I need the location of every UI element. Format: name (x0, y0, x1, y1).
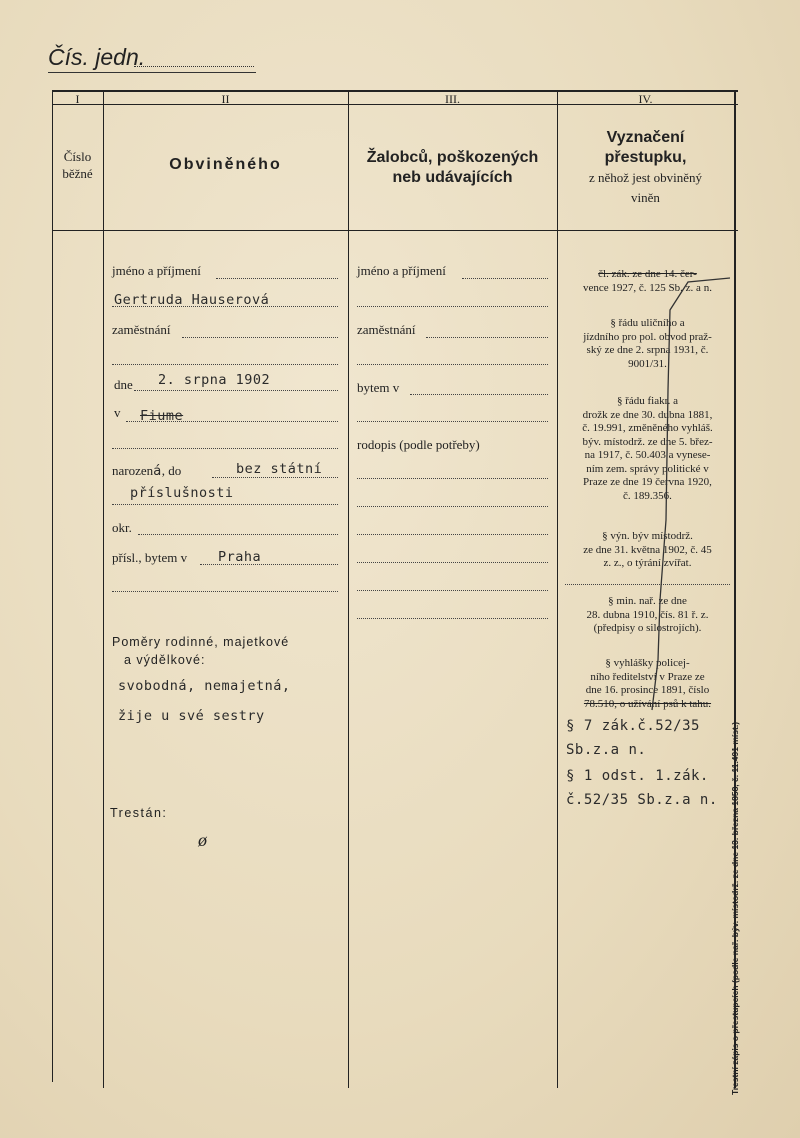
dotted-line (357, 590, 548, 591)
offence-clause-6: § vyhlášky policej- ního ředitelství v Praze ze dne 16. prosince 1891, číslo 78.510, o užívání psů k tahu. (583, 657, 712, 710)
relations-label-1: Poměry rodinné, majetkové (112, 635, 290, 649)
column-border-3 (348, 90, 349, 1088)
column-border-4 (557, 90, 558, 1088)
offence-clause-3: § řádu fiakr. a drožk ze dne 30. dubna 1881, č. 19.991, změněného vyhláš. býv. místodrž. ze dne 5. břez- na 1917, č. 50.403 a vynese- ním zem. správy politické v Praze ze dne 19 června 1920, č. 189.356. (582, 395, 713, 502)
dotted-line (357, 562, 548, 563)
record-value: ø (198, 830, 207, 850)
complainant-bio-label: rodopis (podle potřeby) (357, 437, 480, 452)
dotted-line (462, 278, 548, 279)
dotted-line (112, 364, 338, 365)
correction-pen-line (600, 270, 740, 720)
dotted-line (112, 448, 338, 449)
column-number-1: I (75, 92, 80, 106)
citizenship-value-1: bez státní (236, 461, 323, 477)
column-number-4: IV. (638, 92, 653, 106)
typed-offence-2: Sb.z.a n. (566, 742, 647, 758)
case-number-field (134, 66, 254, 67)
complainant-employment-label: zaměstnání (357, 322, 416, 337)
birth-date-value: 2. srpna 1902 (158, 372, 271, 388)
relations-label-2: a výdělkové: (124, 653, 206, 667)
accused-name-label: jméno a příjmení (112, 263, 201, 278)
birth-place-label: v (114, 405, 121, 420)
birth-date-label: dne (114, 377, 133, 392)
citizenship-value-2: příslušnosti (130, 485, 234, 501)
relations-value-2: žije u své sestry (118, 708, 265, 724)
column-number-3: III. (445, 92, 460, 106)
accused-name-value: Gertruda Hauserová (114, 292, 270, 308)
dotted-line (112, 504, 338, 505)
column-header-3: Žalobců, poškozených neb udávajících (366, 149, 539, 186)
offence-clause-4: § výn. býv místodrž. ze dne 31. května 1902, č. 45 z. z., o týrání zvířat. (583, 530, 712, 569)
complainant-residence-label: bytem v (357, 380, 400, 395)
dotted-line (112, 591, 338, 592)
dotted-line (138, 534, 338, 535)
header-bottom-border (52, 230, 738, 231)
column-header-4: Vyznačení přestupku, z něhož jest obviněný viněn (589, 129, 702, 205)
offence-clause-5: § min. nař. ze dne 28. dubna 1910, čís. 81 ř. z. (předpisy o silostrojích). (586, 595, 709, 634)
accused-employment-label: zaměstnání (112, 322, 171, 337)
case-number-label: Čís. jedn. (48, 44, 146, 70)
complainant-name-label: jméno a příjmení (357, 263, 446, 278)
dotted-line (357, 618, 548, 619)
case-number-underline (48, 72, 256, 73)
born-label: narozená, do (112, 463, 182, 479)
dotted-line (212, 477, 338, 478)
dotted-line (426, 337, 548, 338)
dotted-line (357, 478, 548, 479)
column-header-2: Obviněného (169, 156, 282, 173)
offence-clause-2: § řádu uličního a jízdního pro pol. obvod praž- ský ze dne 2. srpna 1931, č. 9001/31. (583, 317, 712, 370)
dotted-line (410, 394, 548, 395)
domicile-value: Praha (218, 549, 262, 565)
record-label: Trestán: (110, 806, 168, 820)
relations-value-1: svobodná, nemajetná, (118, 678, 291, 694)
offence-clause-1: čl. zák. ze dne 14. čer- vence 1927, č. 125 Sb. z. a n. (583, 268, 712, 294)
dotted-line (357, 306, 548, 307)
dotted-line (182, 337, 338, 338)
column-header-1: Číslo běžné (62, 149, 93, 181)
dotted-line (357, 534, 548, 535)
district-label: okr. (112, 520, 132, 535)
column-border-1 (52, 90, 53, 1082)
birth-place-value: Fiume (140, 408, 184, 424)
typed-offence-1: § 7 zák.č.52/35 (566, 718, 700, 734)
dotted-line (357, 421, 548, 422)
dotted-line (216, 278, 338, 279)
dotted-line (357, 364, 548, 365)
side-print-note: Trestní zápis o přestupcích (podle nař. býv. místodrž. ze dne 13. března 1858, č. 11.491 míst.) (730, 721, 740, 1095)
dotted-line (357, 506, 548, 507)
domicile-label: přísl., bytem v (112, 550, 188, 565)
dotted-line (112, 306, 338, 307)
typed-offence-3: § 1 odst. 1.zák. (566, 768, 709, 784)
dotted-line (200, 564, 338, 565)
column-border-2 (103, 90, 104, 1088)
typed-offence-4: č.52/35 Sb.z.a n. (566, 792, 718, 808)
dotted-line (126, 421, 338, 422)
dotted-line (134, 390, 338, 391)
column-number-2: II (221, 92, 230, 106)
